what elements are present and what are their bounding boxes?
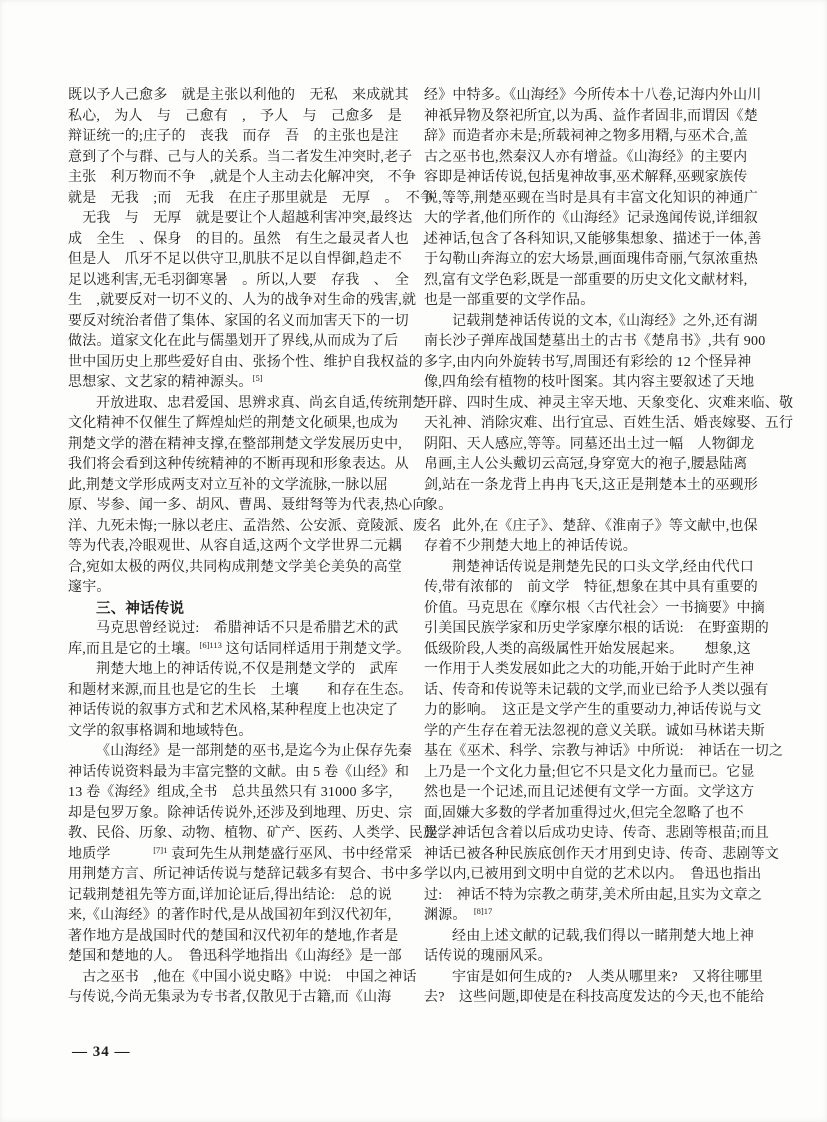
text-line: 话、传奇和传说等未记载的文学,而业已给予人类以强有 — [424, 682, 769, 698]
text-line: 库,而且是它的土壤。$^{[6]113}$ 这句话同样适用于荆楚文学。 — [68, 639, 411, 657]
text-line: 话传说的瑰丽风采。 — [424, 949, 552, 964]
text-line: 此外,在《庄子》、楚辞、《淮南子》等文献中,也保 — [452, 518, 758, 534]
text-line: 神话传说资料最为丰富完整的文献。由 5 卷《山经》和 — [68, 764, 410, 780]
text-line: 地质学 $^{[7]1}$ 袁珂先生从荆楚盛行巫风、书中经常采 — [68, 844, 413, 862]
text-line: 开放进取、忠君爱国、思辨求真、尚玄自适,传统荆楚 — [96, 395, 427, 411]
text-line: 私心, 为人 与 己愈有 , 予人 与 己愈多 是 — [68, 108, 402, 124]
text-line: 邃宇。 — [68, 580, 111, 595]
text-line: 却是包罗万象。除神话传说外,还涉及到地理、历史、宗 — [68, 805, 413, 821]
text-line: 文化精神不仅催生了辉煌灿烂的荆楚文化硕果,也成为 — [68, 416, 399, 431]
text-line: 《山海经》是一部荆楚的巫书,是迄今为止保存先秦 — [96, 744, 413, 759]
text-line: 基在《巫术、科学、宗教与神话》中所说: 神话在一切之 — [424, 744, 784, 759]
text-line: 13 卷《海经》组成,全书 总共虽然只有 31000 多字, — [68, 785, 393, 800]
text-line: 主张 利万物而不争 ,就是个人主动去化解冲突, 不争 — [68, 170, 417, 185]
text-line: 与传说,今尚无集录为专书者,仅散见于古籍,而《山海 — [68, 990, 392, 1005]
text-line: 神祇异物及祭祀所宜,以为禹、益作者固非,而谓因《楚 — [424, 108, 758, 124]
text-line: 价值。马克思在《摩尔根〈古代社会〉一书摘要》中摘 — [424, 600, 765, 616]
text-line: 来,《山海经》的著作时代,是从战国初年到汉代初年, — [68, 908, 392, 923]
text-line: 原、岑参、闻一多、胡风、曹禺、聂绀弩等为代表,热心向 — [68, 498, 427, 513]
text-line: 存着不少荆楚大地上的神话传说。 — [424, 539, 637, 554]
text-line: 帛画,主人公头戴切云高冠,身穿宽大的袍子,腰悬陆离 — [424, 457, 748, 472]
text-line: 我们将会看到这种传统精神的不断再现和形象表达。从 — [68, 457, 409, 472]
text-line: 阴阳、天人感应,等等。同墓还出土过一幅 人物御龙 — [424, 436, 755, 452]
text-line: 也是一部重要的文学作品。 — [424, 293, 595, 308]
text-line: 然也是一个记述,而且记述便有文学一方面。文学这方 — [424, 785, 755, 800]
text-line: 记载荆楚祖先等方面,详加论证后,得出结论: 总的说 — [68, 887, 392, 903]
text-line: 学以内,已被用到文明中自觉的艺术以内。 鲁迅也指出 — [424, 867, 762, 882]
text-line: 荆楚大地上的神话传说,不仅是荆楚文学的 武库 — [96, 662, 398, 677]
text-line: 古之巫书也,然秦汉人亦有增益。《山海经》的主要内 — [424, 149, 748, 165]
text-line: 做法。道家文化在此与儒墨划开了界线,从而成为了后 — [68, 334, 399, 349]
text-line: 无我 与 无厚 就是要让个人超越利害冲突,最终达 — [68, 211, 413, 226]
text-line: 思想家、文艺家的精神源头。[5] — [68, 373, 263, 390]
text-line: 用荆楚方言、所记神话传说与楚辞记载多有契合、书中多 — [68, 867, 423, 882]
text-line: 意到了个与群、己与人的关系。当二者发生冲突时,老子 — [68, 149, 413, 165]
text-line: 像,四角绘有植物的枝叶图案。其内容主要叙述了天地 — [424, 375, 755, 390]
text-line: 低级阶段,人类的高级属性开始发展起来。 想象,这 — [424, 641, 751, 657]
text-line: 容即是神话传说,包括鬼神故事,巫术解释,巫觋家族传 — [424, 170, 748, 185]
text-line: 就是 无我 ;而 无我 在庄子那里就是 无厚 。 不争 、 — [68, 190, 463, 206]
text-line: 合,宛如太极的两仪,共同构成荆楚文学美仑美奂的高堂 — [68, 559, 402, 575]
text-line: 于勾勒山奔海立的宏大场景,画面瑰伟奇丽,气氛浓重热 — [424, 252, 758, 267]
text-line: 传,带有浓郁的 前文学 特征,想象在其中具有重要的 — [424, 580, 758, 595]
text-line: 等为代表,冷眼观世、从容自适,这两个文学世界二元耦 — [68, 539, 402, 554]
text-line: 既以予人己愈多 就是主张以利他的 无私 来成就其 — [68, 88, 409, 103]
section-heading: 三、神话传说 — [96, 600, 185, 617]
text-line: 一作用于人类发展如此之大的功能,开始于此时产生神 — [424, 662, 755, 677]
text-line: 教、民俗、历象、动物、植物、矿产、医药、人类学、民族学、 — [68, 826, 466, 841]
text-line: 剑,站在一条龙背上冉冉飞天,这正是荆楚本土的巫觋形 — [424, 477, 758, 493]
text-line: 神话已被各种民族底创作天才用到史诗、传奇、悲剧等文 — [424, 846, 779, 862]
text-line: 是。神话包含着以后成功史诗、传奇、悲剧等根苗;而且 — [424, 826, 769, 841]
text-line: 马克思曾经说过: 希腊神话不只是希腊艺术的武 — [96, 621, 399, 636]
page-number: — 34 — — [72, 1044, 131, 1060]
text-line: 此,荆楚文学形成两支对立互补的文学流脉,一脉以屈 — [68, 477, 388, 493]
text-line: 去? 这些问题,即使是在科技高度发达的今天,也不能给 — [424, 990, 765, 1005]
text-line: 足以逃利害,无毛羽御寒暑 。所以,人要 存我 、 全 — [68, 272, 410, 288]
text-line: 开辟、四时生成、神灵主宰天地、天象变化、灾难来临、敬 — [424, 395, 794, 411]
text-line: 天礼神、消除灾难、出行宜忌、百姓生活、婚丧嫁娶、五行 — [424, 416, 794, 431]
text-line: 象。 — [424, 498, 453, 513]
text-line: 楚国和楚地的人。 鲁迅科学地指出《山海经》是一部 — [68, 949, 402, 964]
text-line: 过: 神话不特为宗教之萌芽,美术所由起,且实为文章之 — [424, 887, 763, 903]
text-line: 著作地方是战国时代的楚国和汉代初年的楚地,作者是 — [68, 928, 399, 944]
text-line: 多字,由内向外旋转书写,周围还有彩绘的 12 个怪异神 — [424, 354, 752, 370]
text-line: 说,等等,荆楚巫觋在当时是具有丰富文化知识的神通广 — [424, 190, 758, 206]
text-line: 辞》而造者亦未是;所载祠神之物多用糈,与巫术合,盖 — [424, 129, 748, 144]
text-line: 宇宙是如何生成的? 人类从哪里来? 又将往哪里 — [452, 969, 764, 985]
text-line: 和题材来源,而且也是它的生长 土壤 和存在生态。 — [68, 682, 413, 698]
text-line: 南长沙子弹库战国楚墓出土的古书《楚帛书》,共有 900 — [424, 334, 766, 349]
text-line: 世中国历史上那些爱好自由、张扬个性、维护自我权益的 — [68, 354, 423, 370]
text-line: 记载荆楚神话传说的文本,《山海经》之外,还有湖 — [452, 313, 758, 329]
text-line: 经由上述文献的记载,我们得以一睹荆楚大地上神 — [452, 928, 754, 944]
text-line: 渊源。 $^{[8]17}$ — [424, 906, 493, 923]
text-line: 但是人 爪牙不足以供守卫,肌肤不足以自悍御,趋走不 — [68, 252, 402, 267]
text-line: 大的学者,他们所作的《山海经》记录逸闻传说,详细叙 — [424, 211, 758, 226]
text-line: 古之巫书 ,他在《中国小说史略》中说: 中国之神话 — [68, 969, 417, 985]
text-line: 文学的叙事格调和地域特色。 — [68, 723, 253, 739]
text-line: 学的产生存在着无法忽视的意义关联。诚如马林诺夫斯 — [424, 723, 765, 739]
text-line: 神话传说的叙事方式和艺术风格,某种程度上也决定了 — [68, 703, 399, 718]
text-line: 面,固嫌大多数的学者加重得过火,但完全忽略了也不 — [424, 805, 744, 821]
text-line: 洋、九死未悔;一脉以老庄、孟浩然、公安派、竟陵派、废名 — [68, 518, 442, 534]
text-line: 要反对统治者借了集体、家国的名义而加害天下的一切 — [68, 313, 409, 329]
text-line: 成 全生 、保身 的目的。虽然 有生之最灵者人也 , — [68, 231, 427, 247]
text-line: 烈,富有文学色彩,既是一部重要的历史文化文献材料, — [424, 272, 748, 288]
text-column-right — [424, 86, 794, 1009]
text-line: 荆楚文学的潜在精神支撑,在整部荆楚文学发展历史中, — [68, 436, 402, 452]
text-line: 生 ,就要反对一切不义的、人为的战争对生命的残害,就 — [68, 293, 417, 308]
text-line: 力的影响。 这正是文学产生的重要动力,神话传说与文 — [424, 703, 762, 718]
text-line: 辩证统一的;庄子的 丧我 而存 吾 的主张也是注 — [68, 129, 399, 144]
text-line: 上乃是一个文化力量;但它不只是文化力量而已。它显 — [424, 764, 755, 780]
text-line: 引美国民族学家和历史学家摩尔根的话说: 在野蛮期的 — [424, 621, 769, 636]
text-line: 荆楚神话传说是荆楚先民的口头文学,经由代代口 — [452, 559, 754, 575]
text-line: 经》中特多。《山海经》今所传本十八卷,记海内外山川 — [424, 88, 762, 103]
text-line: 述神话,包含了各科知识,又能够集想象、描述于一体,善 — [424, 231, 762, 247]
